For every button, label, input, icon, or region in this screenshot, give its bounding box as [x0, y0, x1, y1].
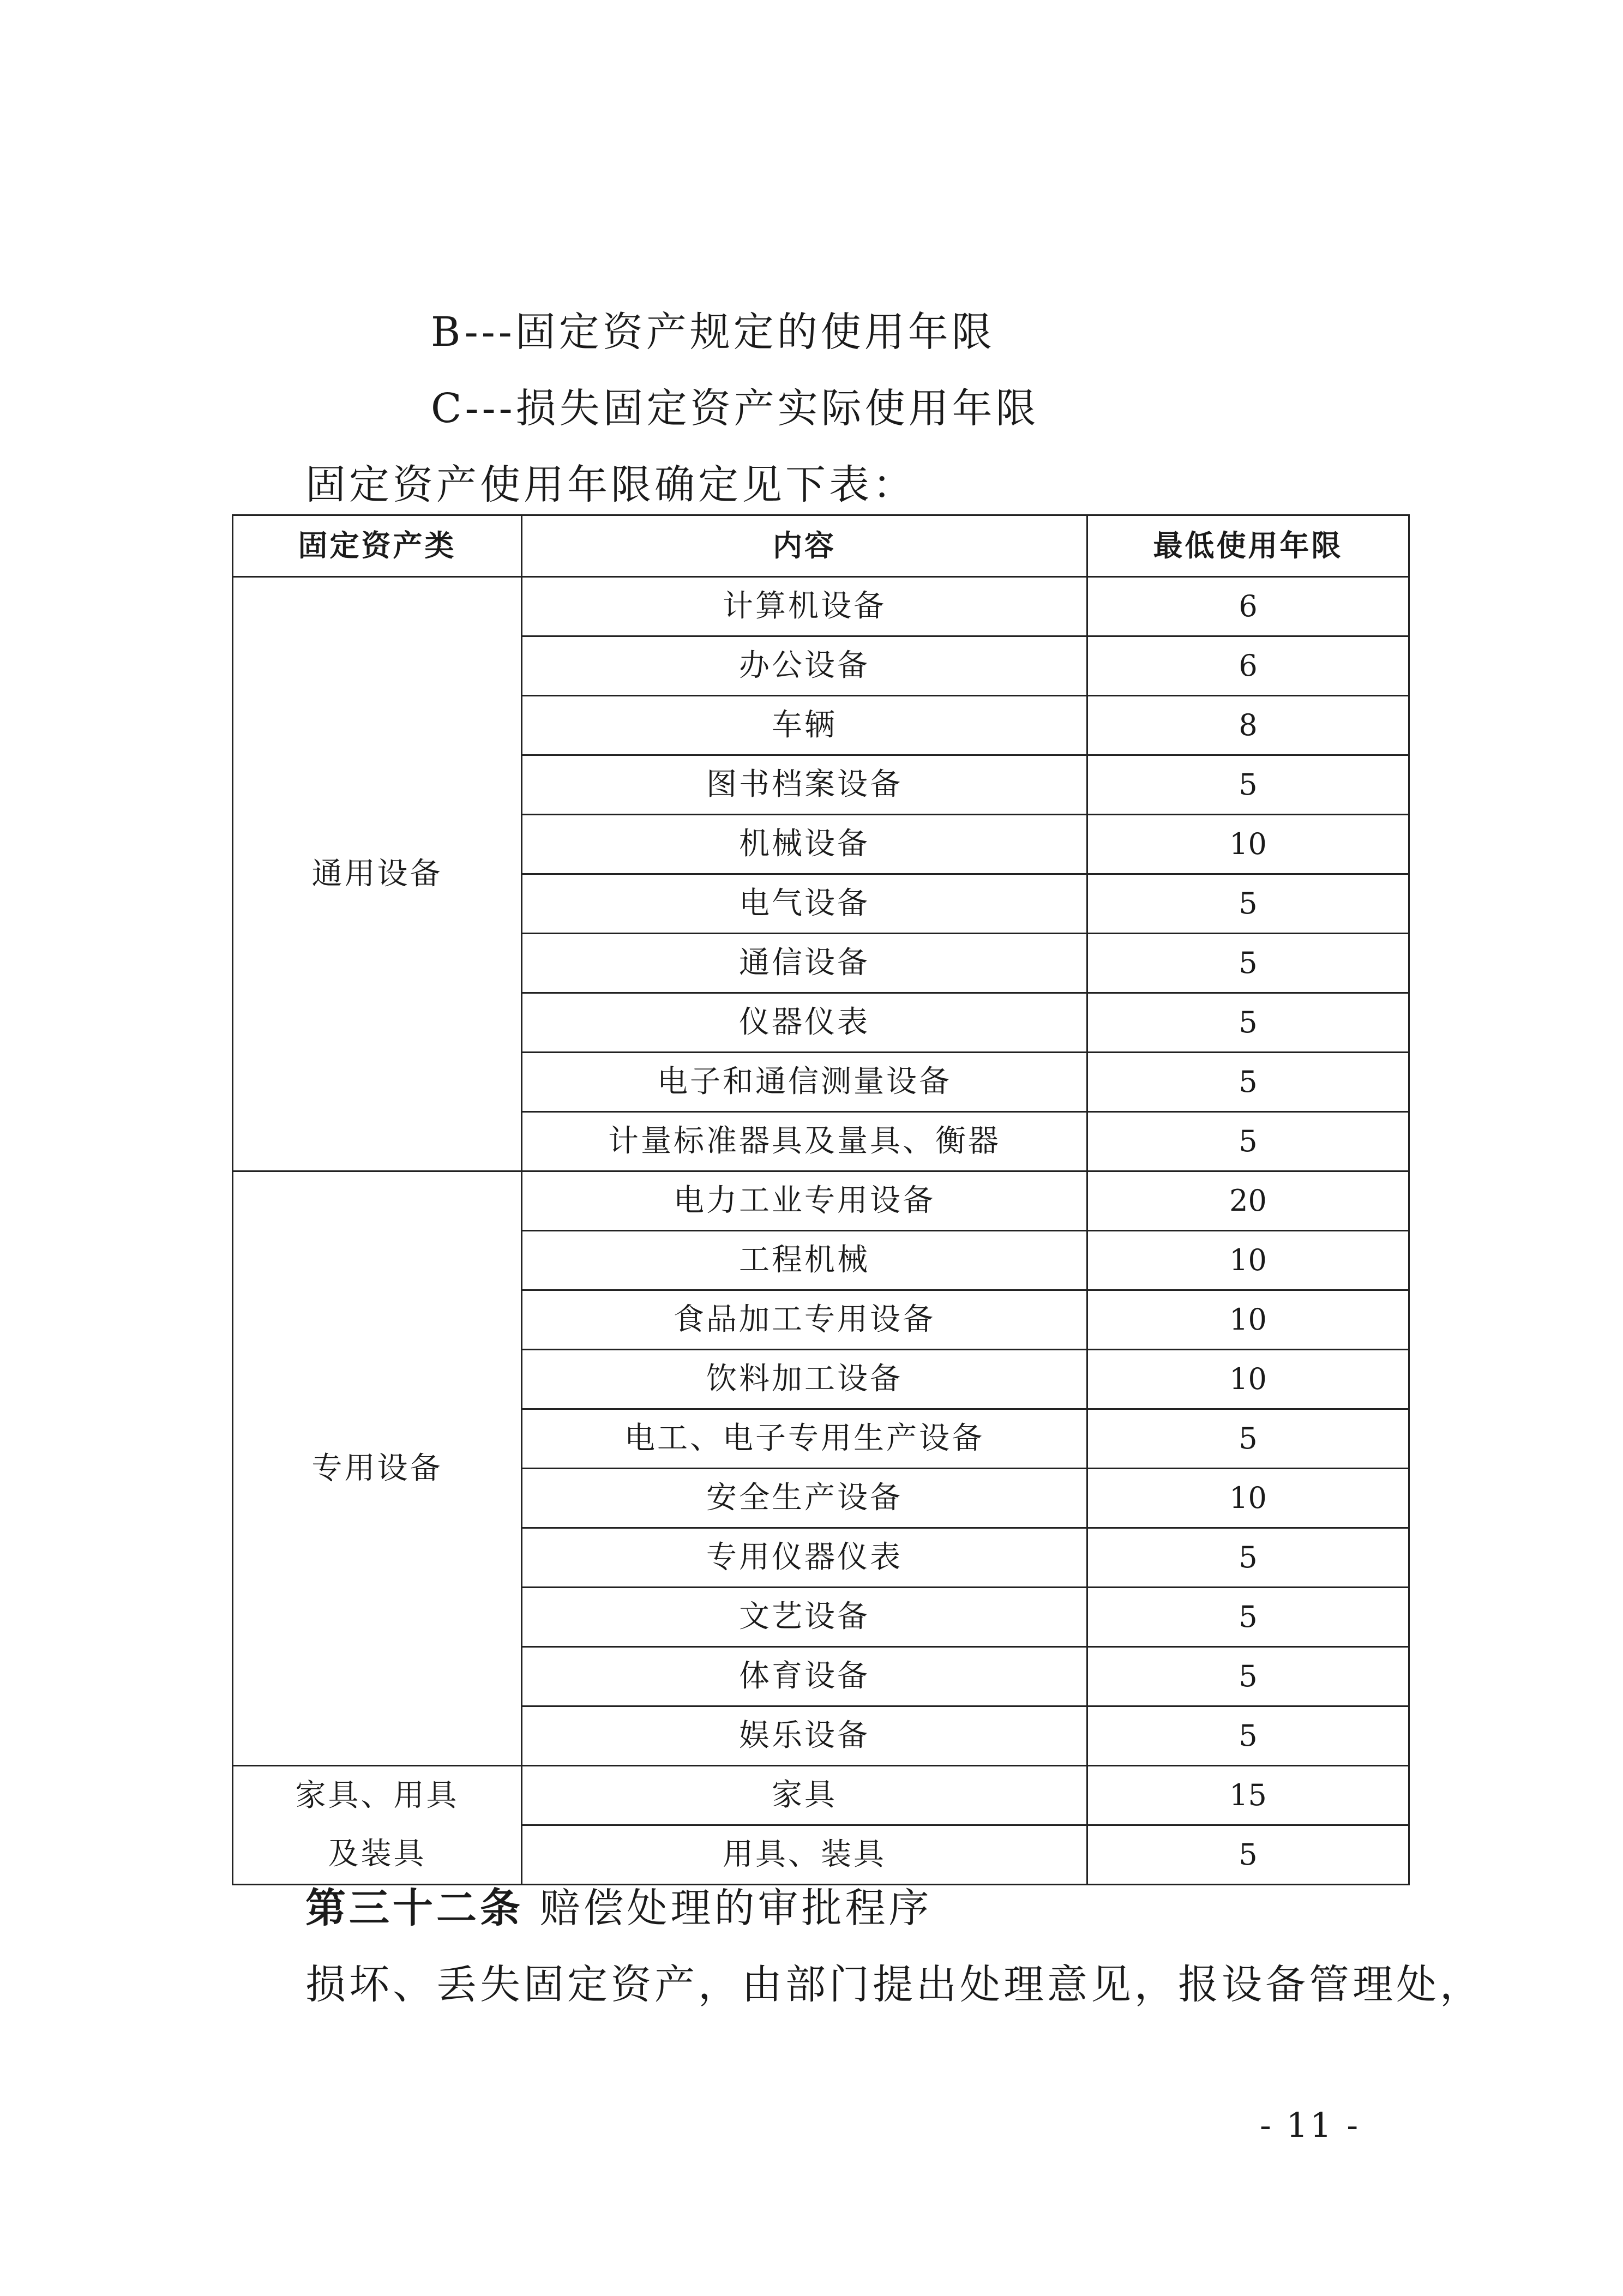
content-cell: 电子和通信测量设备 [522, 1053, 1087, 1112]
years-cell: 10 [1087, 815, 1409, 874]
content-cell: 机械设备 [522, 815, 1087, 874]
years-cell: 5 [1087, 1588, 1409, 1647]
table-intro: 固定资产使用年限确定见下表： [305, 461, 916, 508]
header-content: 内容 [522, 515, 1087, 577]
formula-variable-c: C---损失固定资产实际使用年限 [431, 385, 1039, 432]
years-cell: 5 [1087, 1409, 1409, 1469]
years-cell: 20 [1087, 1171, 1409, 1231]
content-cell: 专用仪器仪表 [522, 1528, 1087, 1588]
content-cell: 文艺设备 [522, 1588, 1087, 1647]
content-cell: 电气设备 [522, 874, 1087, 934]
content-cell: 图书档案设备 [522, 755, 1087, 815]
years-cell: 5 [1087, 1528, 1409, 1588]
years-cell: 5 [1087, 1053, 1409, 1112]
category-cell: 专用设备 [233, 1171, 522, 1766]
article-heading [305, 1876, 933, 1934]
years-cell: 10 [1087, 1290, 1409, 1350]
years-cell: 5 [1087, 1647, 1409, 1706]
years-cell: 10 [1087, 1231, 1409, 1290]
header-min-years: 最低使用年限 [1087, 515, 1409, 577]
content-cell: 娱乐设备 [522, 1706, 1087, 1766]
formula-variable-b: B---固定资产规定的使用年限 [431, 309, 995, 356]
content-cell: 体育设备 [522, 1647, 1087, 1706]
years-cell: 6 [1087, 577, 1409, 636]
years-cell: 10 [1087, 1350, 1409, 1409]
years-cell: 6 [1087, 636, 1409, 696]
years-cell: 5 [1087, 934, 1409, 993]
years-cell: 5 [1087, 874, 1409, 934]
article-title: 赔偿处理的审批程序 [524, 1885, 933, 1932]
years-cell: 5 [1087, 1825, 1409, 1885]
content-cell: 家具 [522, 1766, 1087, 1825]
content-cell: 计算机设备 [522, 577, 1087, 636]
asset-life-table [232, 514, 1410, 1885]
content-cell: 饮料加工设备 [522, 1350, 1087, 1409]
table-header-row [233, 515, 1409, 577]
page-number: - 11 - [1260, 2105, 1361, 2145]
table-row [233, 1766, 1409, 1825]
content-cell: 工程机械 [522, 1231, 1087, 1290]
years-cell: 10 [1087, 1469, 1409, 1528]
content-cell: 计量标准器具及量具、衡器 [522, 1112, 1087, 1171]
content-cell: 安全生产设备 [522, 1469, 1087, 1528]
years-cell: 5 [1087, 755, 1409, 815]
years-cell: 15 [1087, 1766, 1409, 1825]
table-row [233, 577, 1409, 636]
years-cell: 5 [1087, 1112, 1409, 1171]
content-cell: 车辆 [522, 696, 1087, 755]
content-cell: 通信设备 [522, 934, 1087, 993]
category-cell: 通用设备 [233, 577, 522, 1171]
years-cell: 5 [1087, 1706, 1409, 1766]
years-cell: 8 [1087, 696, 1409, 755]
content-cell: 食品加工专用设备 [522, 1290, 1087, 1350]
content-cell: 用具、装具 [522, 1825, 1087, 1885]
body-paragraph: 损坏、丢失固定资产，由部门提出处理意见，报设备管理处， [305, 1961, 1483, 2008]
content-cell: 电力工业专用设备 [522, 1171, 1087, 1231]
content-cell: 办公设备 [522, 636, 1087, 696]
table-row [233, 1171, 1409, 1231]
header-category: 固定资产类 [233, 515, 522, 577]
content-cell: 仪器仪表 [522, 993, 1087, 1053]
years-cell: 5 [1087, 993, 1409, 1053]
category-cell: 家具、用具及装具 [233, 1766, 522, 1885]
article-number: 第三十二条 [305, 1885, 524, 1932]
content-cell: 电工、电子专用生产设备 [522, 1409, 1087, 1469]
